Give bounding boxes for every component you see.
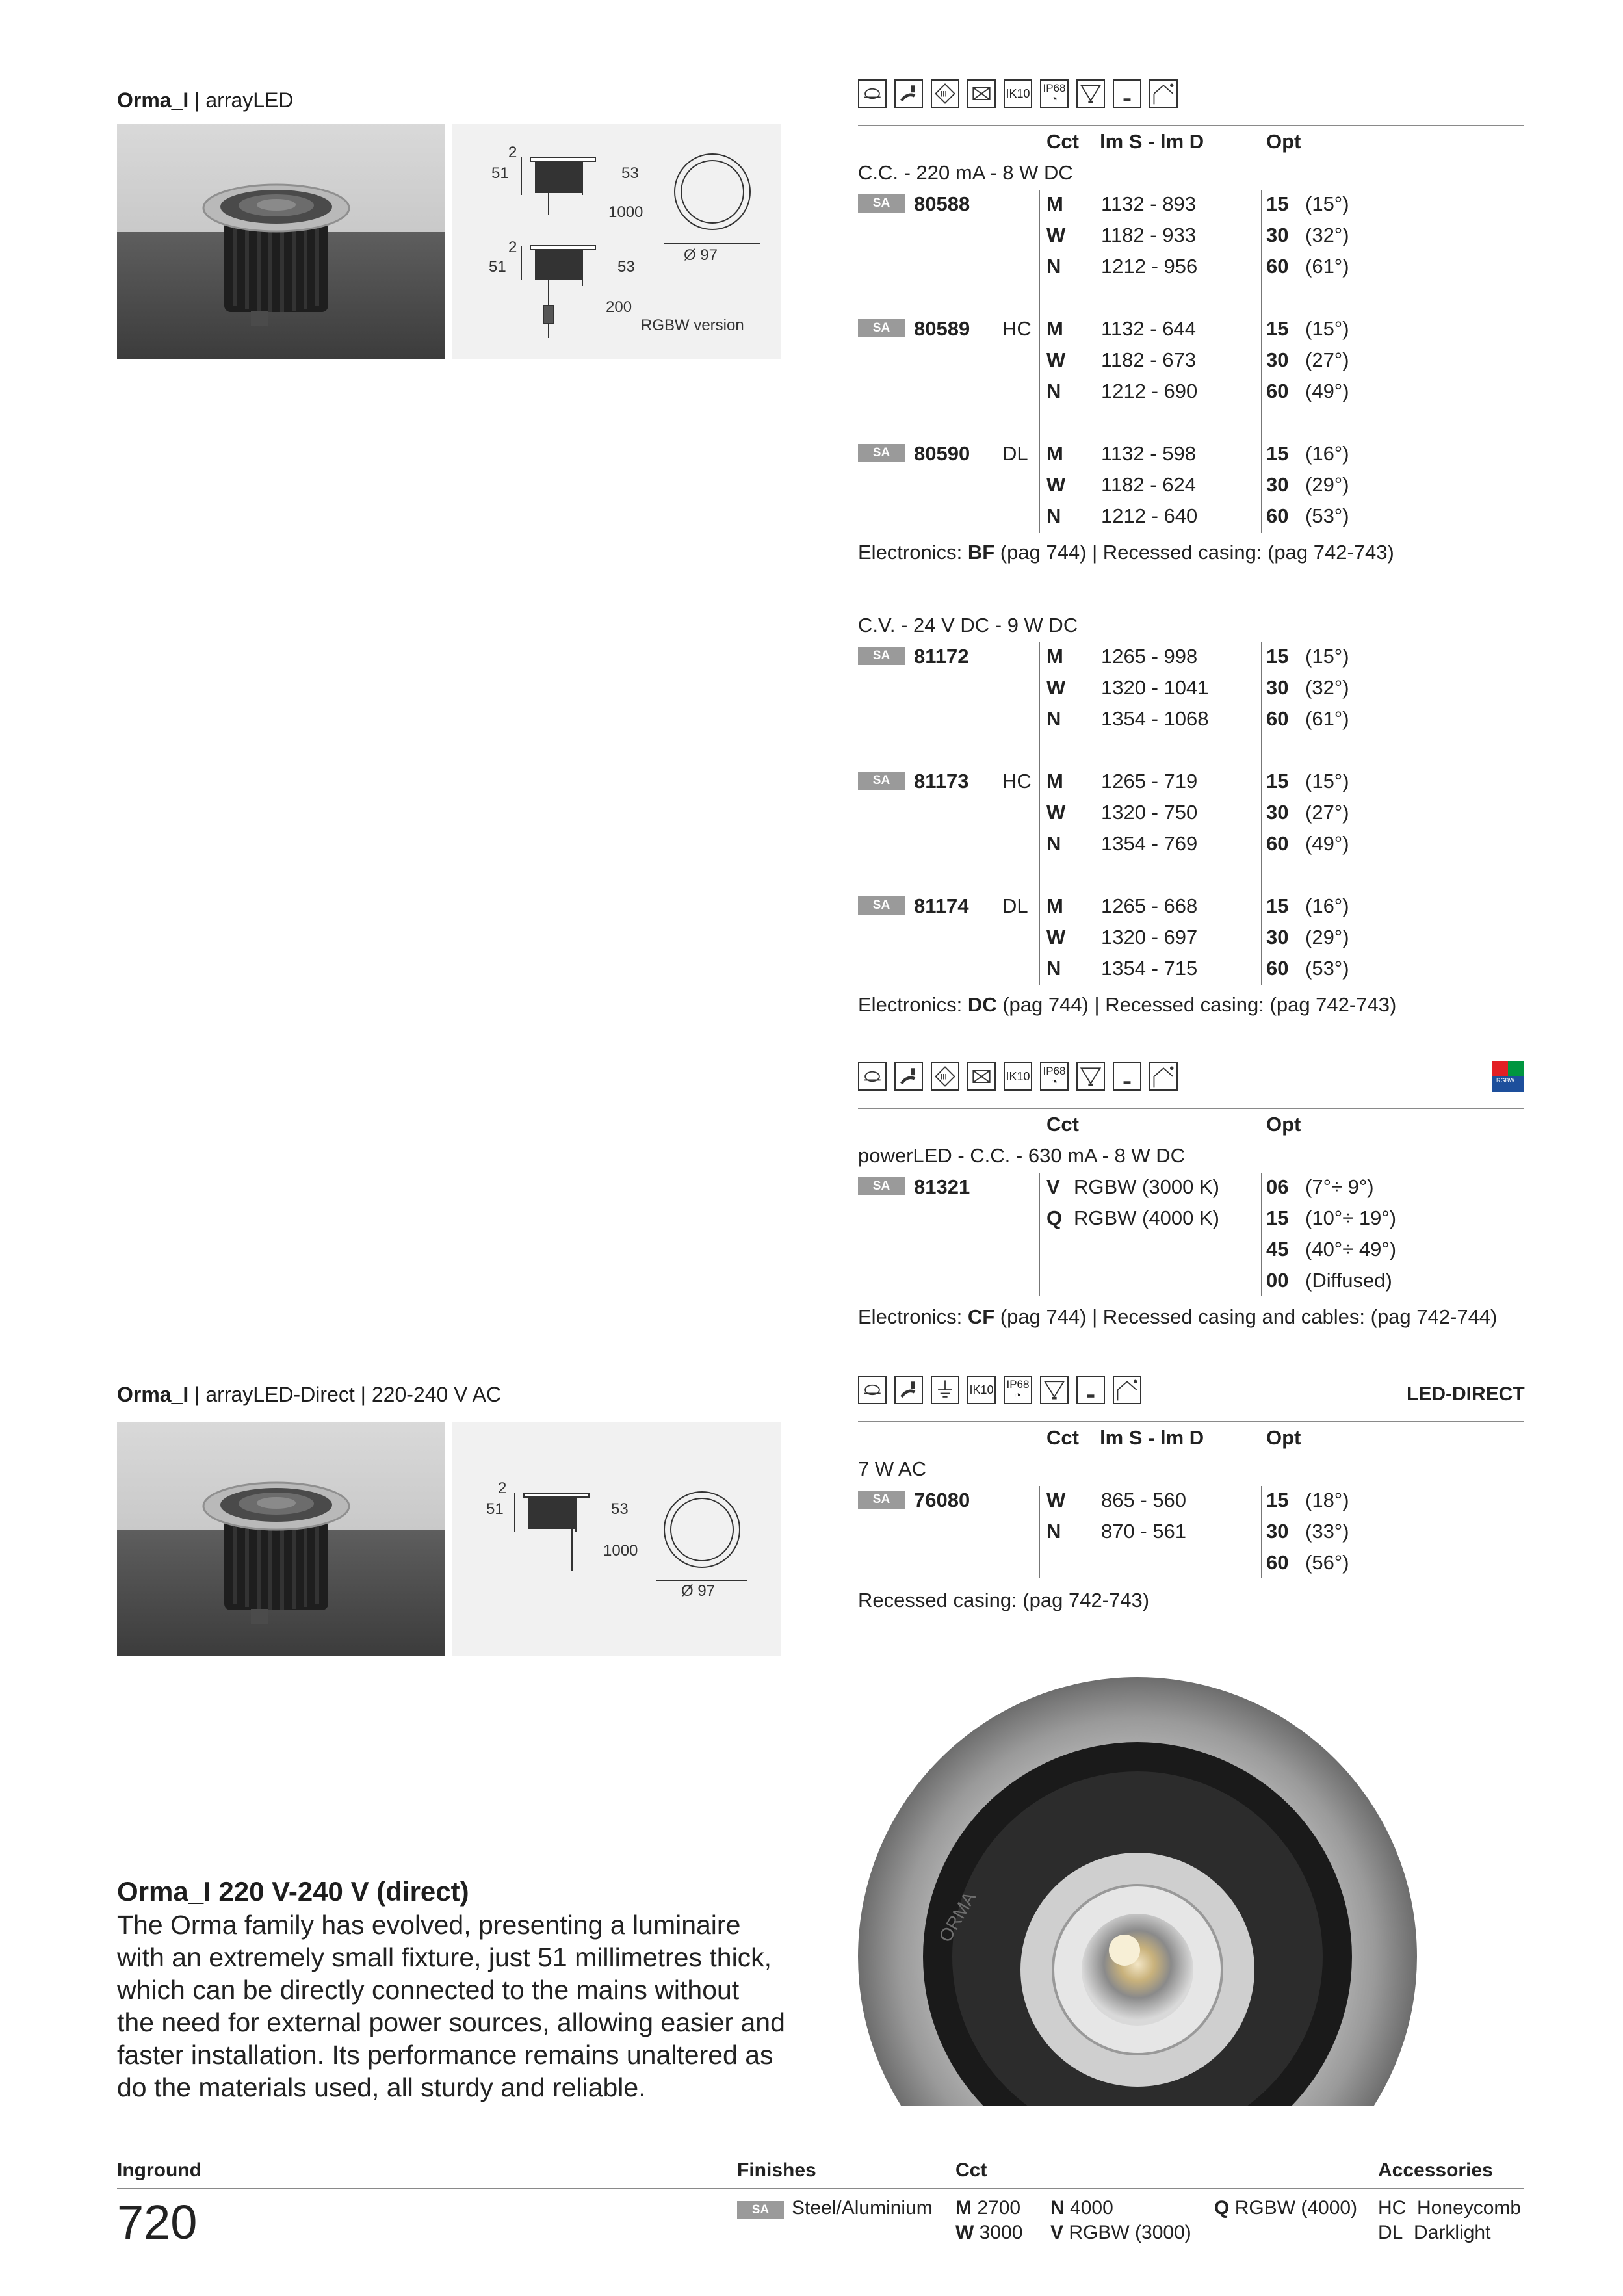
cct-letter: W	[1046, 926, 1066, 948]
beam-icon	[1040, 1376, 1069, 1404]
separator	[1039, 642, 1040, 985]
sa-badge: SA	[858, 772, 905, 790]
table2	[858, 1109, 1524, 1296]
icon-row-3	[858, 1373, 1141, 1407]
cct-letter: N	[1046, 504, 1061, 527]
dimension-drawing-2	[452, 1422, 781, 1656]
product-row	[858, 345, 1524, 376]
opt-degree: (29°)	[1305, 473, 1349, 496]
opt-degree: (33°)	[1305, 1520, 1349, 1543]
lm-value: 1354 - 769	[1101, 832, 1198, 855]
cct-letter: N	[1046, 255, 1061, 278]
recessed-casing-note: Recessed casing: (pag 742-743)	[858, 1589, 1150, 1611]
product-photo-1	[117, 124, 445, 359]
opt-degree: (49°)	[1305, 832, 1349, 855]
opt-degree: (Diffused)	[1305, 1269, 1392, 1292]
opt-value: 15	[1266, 1207, 1289, 1229]
product-row	[858, 1547, 1524, 1578]
opt-degree: (15°)	[1305, 770, 1349, 792]
lm-value: 1265 - 668	[1101, 894, 1198, 917]
group-label: C.V. - 24 V DC - 9 W DC	[858, 614, 1078, 636]
cct-letter: N	[1046, 380, 1061, 402]
hdr-opt: Opt	[1266, 1113, 1301, 1136]
page-number: 720	[117, 2195, 198, 2249]
spacer	[858, 407, 1524, 438]
earth-icon	[931, 1376, 959, 1404]
technical-drawing-1	[452, 124, 781, 359]
product-photo-2	[117, 1422, 445, 1656]
cct-letter: N	[1046, 832, 1061, 855]
opt-degree: (15°)	[1305, 317, 1349, 340]
product-row	[858, 891, 1524, 922]
opt-value: 30	[1266, 348, 1289, 371]
variant: DL	[1002, 442, 1028, 465]
product-row	[858, 672, 1524, 703]
product-row	[858, 766, 1524, 797]
opt-degree: (61°)	[1305, 707, 1349, 730]
sa-badge: SA	[858, 647, 905, 665]
opt-degree: (53°)	[1305, 504, 1349, 527]
opt-value: 30	[1266, 926, 1289, 948]
footer-cct-w: W 3000	[955, 2222, 1023, 2243]
product-row	[858, 797, 1524, 828]
opt-degree: (61°)	[1305, 255, 1349, 278]
sa-badge: SA	[858, 1491, 905, 1509]
opt-value: 60	[1266, 255, 1289, 278]
opt-degree: (7°÷ 9°)	[1305, 1175, 1374, 1198]
product-row	[858, 501, 1524, 532]
cct-text: RGBW (3000 K)	[1074, 1175, 1219, 1198]
electronics-note-2: Electronics: DC (pag 744) | Recessed casing: (pag 742-743)	[858, 993, 1397, 1016]
table1-header	[858, 126, 1524, 157]
opt-degree: (27°)	[1305, 801, 1349, 824]
description-title: Orma_I 220 V-240 V (direct)	[117, 1876, 469, 1907]
inground-icon	[1076, 1376, 1105, 1404]
fixture-illustration	[117, 1422, 445, 1656]
variant: HC	[1002, 770, 1032, 792]
lm-value: 1354 - 1068	[1101, 707, 1209, 730]
hdr-opt: Opt	[1266, 1426, 1301, 1449]
lm-value: 1320 - 697	[1101, 926, 1198, 948]
opt-value: 30	[1266, 473, 1289, 496]
cct-letter: M	[1046, 645, 1063, 668]
footer-category: Inground	[117, 2159, 201, 2181]
drop-glyph: ◔	[1014, 1389, 1022, 1402]
opt-value: 15	[1266, 442, 1289, 465]
cct-letter: W	[1046, 1489, 1066, 1511]
separator	[1039, 190, 1040, 533]
separator	[1261, 1173, 1262, 1296]
product-code: 81321	[914, 1175, 970, 1198]
product-code: 80590	[914, 442, 970, 465]
ip68-icon: IP68 ◔	[1004, 1376, 1032, 1404]
hdr-lm: lm S - lm D	[1100, 1426, 1204, 1449]
outdoor-icon	[1149, 1062, 1178, 1091]
d3-height-label: 51	[486, 1500, 504, 1518]
recessed-icon	[858, 79, 887, 108]
opt-value: 30	[1266, 1520, 1289, 1543]
spacer	[858, 735, 1524, 766]
table3	[858, 1422, 1524, 1578]
opt-value: 30	[1266, 224, 1289, 246]
d2-cable-label: 200	[606, 298, 632, 316]
electronics-note-3: Electronics: CF (pag 744) | Recessed casing and cables: (pag 742-744)	[858, 1305, 1498, 1328]
lm-value: 1182 - 673	[1101, 348, 1196, 371]
footer-finishes-label: Finishes	[737, 2159, 816, 2181]
opt-value: 45	[1266, 1238, 1289, 1260]
opt-degree: (32°)	[1305, 224, 1349, 246]
product-row	[858, 1485, 1524, 1516]
opt-value: 30	[1266, 676, 1289, 699]
opt-value: 60	[1266, 504, 1289, 527]
opt-value: 60	[1266, 1551, 1289, 1574]
recessed-icon	[858, 1062, 887, 1091]
description-body	[117, 1909, 819, 2104]
sa-badge: SA	[858, 1177, 905, 1195]
rgbw-badge-icon	[1492, 1061, 1524, 1092]
drop-glyph: ◔	[1050, 1076, 1058, 1088]
section2-title-rest: | arrayLED-Direct | 220-240 V AC	[188, 1383, 502, 1406]
walk-over-icon	[894, 1062, 923, 1091]
icon-row-1	[858, 77, 1178, 111]
ik10-icon: IK10	[1004, 79, 1032, 108]
opt-degree: (15°)	[1305, 192, 1349, 215]
product-row	[858, 922, 1524, 953]
lm-value: 1212 - 690	[1101, 380, 1198, 402]
lm-value: 1132 - 893	[1101, 192, 1196, 215]
technical-drawing-2	[452, 1422, 781, 1656]
product-code: 81173	[914, 770, 969, 792]
cct-letter: M	[1046, 442, 1063, 465]
opt-degree: (29°)	[1305, 926, 1349, 948]
lm-value: 1320 - 1041	[1101, 676, 1209, 699]
product-row	[858, 376, 1524, 407]
table1-group2	[858, 610, 1524, 984]
product-row	[858, 641, 1524, 672]
lm-value: 1212 - 640	[1101, 504, 1198, 527]
cct-letter: M	[1046, 192, 1063, 215]
opt-degree: (56°)	[1305, 1551, 1349, 1574]
recessed-icon	[858, 1376, 887, 1404]
opt-degree: (18°)	[1305, 1489, 1349, 1511]
opt-degree: (53°)	[1305, 957, 1349, 980]
footer-cct-q: Q RGBW (4000)	[1214, 2197, 1358, 2219]
opt-degree: (32°)	[1305, 676, 1349, 699]
ik10-icon: IK10	[967, 1376, 996, 1404]
lm-value: 1132 - 644	[1101, 317, 1196, 340]
d3-cable-label: 1000	[603, 1542, 638, 1559]
product-row	[858, 703, 1524, 735]
separator	[1261, 1486, 1262, 1578]
product-row	[858, 438, 1524, 469]
separator	[1261, 190, 1262, 533]
lm-value: 870 - 561	[1101, 1520, 1186, 1543]
class-iii-icon	[931, 79, 959, 108]
lm-value: 1212 - 956	[1101, 255, 1198, 278]
opt-degree: (16°)	[1305, 894, 1349, 917]
opt-value: 15	[1266, 192, 1289, 215]
product-row	[858, 313, 1524, 345]
lm-value: 1320 - 750	[1101, 801, 1198, 824]
product-closeup-photo	[845, 1664, 1430, 2106]
cct-letter: Q	[1046, 1207, 1063, 1229]
cct-letter: M	[1046, 894, 1063, 917]
svg-text:III: III	[940, 89, 947, 99]
hdr-cct: Cct	[1046, 130, 1079, 153]
spacer	[858, 282, 1524, 313]
lm-value: 1182 - 624	[1101, 473, 1196, 496]
rgbw-version-label: RGBW version	[641, 317, 744, 334]
opt-value: 15	[1266, 317, 1289, 340]
separator	[1261, 642, 1262, 985]
opt-degree: (49°)	[1305, 380, 1349, 402]
footer-finish-text: Steel/Aluminium	[792, 2197, 933, 2219]
opt-value: 60	[1266, 957, 1289, 980]
lm-value: 1182 - 933	[1101, 224, 1196, 246]
description-line: do the materials used, all sturdy and reliable.	[117, 2072, 646, 2102]
footer-cct-label: Cct	[955, 2159, 987, 2181]
ik10-icon: IK10	[1004, 1062, 1032, 1091]
footer-rule	[117, 2188, 1524, 2189]
product-code: 80588	[914, 192, 970, 215]
sa-badge: SA	[858, 896, 905, 915]
d2-depth-label: 53	[617, 258, 635, 276]
class-iii-icon	[931, 1062, 959, 1091]
walk-over-icon	[894, 79, 923, 108]
fixture-illustration	[117, 124, 445, 359]
product-code: 80589	[914, 317, 970, 340]
walk-over-icon	[894, 1376, 923, 1404]
outdoor-icon	[1113, 1376, 1141, 1404]
section1-title-rest: | arrayLED	[188, 88, 294, 112]
cct-letter: W	[1046, 801, 1066, 824]
cct-letter: N	[1046, 957, 1061, 980]
product-row	[858, 469, 1524, 501]
opt-value: 15	[1266, 645, 1289, 668]
product-row	[858, 953, 1524, 984]
closeup-illustration	[845, 1664, 1430, 2106]
lm-value: 1265 - 998	[1101, 645, 1198, 668]
inground-icon	[1113, 79, 1141, 108]
spacer	[858, 859, 1524, 891]
product-row	[858, 220, 1524, 251]
opt-degree: (10°÷ 19°)	[1305, 1207, 1397, 1229]
footer-cct-n: N 4000	[1050, 2197, 1113, 2219]
opt-degree: (15°)	[1305, 645, 1349, 668]
cct-letter: N	[1046, 1520, 1061, 1543]
opt-degree: (27°)	[1305, 348, 1349, 371]
footer-accessories-label: Accessories	[1378, 2159, 1493, 2181]
product-code: 76080	[914, 1489, 970, 1511]
d1-cable-label: 1000	[608, 203, 643, 221]
group-label: powerLED - C.C. - 630 mA - 8 W DC	[858, 1144, 1186, 1167]
cct-letter: W	[1046, 473, 1066, 496]
lm-value: 1265 - 719	[1101, 770, 1198, 792]
separator	[1039, 1173, 1040, 1296]
lm-value: 1354 - 715	[1101, 957, 1198, 980]
sa-badge: SA	[858, 194, 905, 213]
opt-value: 15	[1266, 894, 1289, 917]
dimension-drawing-1	[452, 124, 781, 359]
no-cover-icon	[967, 79, 996, 108]
product-row	[858, 189, 1524, 220]
cct-letter: W	[1046, 224, 1066, 246]
lm-value: 1132 - 598	[1101, 442, 1196, 465]
outdoor-icon	[1149, 79, 1178, 108]
electronics-note-1: Electronics: BF (pag 744) | Recessed casing: (pag 742-743)	[858, 541, 1394, 564]
table3-header	[858, 1422, 1524, 1454]
footer-acc-hc: HC Honeycomb	[1378, 2197, 1522, 2219]
d3-depth-label: 53	[611, 1500, 629, 1518]
icon-row-2	[858, 1060, 1178, 1093]
table2-header	[858, 1109, 1524, 1140]
opt-value: 06	[1266, 1175, 1289, 1198]
footer-cct-m: M 2700	[955, 2197, 1021, 2219]
d3-top-label: 2	[498, 1480, 507, 1497]
opt-value: 60	[1266, 380, 1289, 402]
opt-value: 15	[1266, 1489, 1289, 1511]
svg-text:III: III	[940, 1072, 947, 1082]
opt-degree: (16°)	[1305, 442, 1349, 465]
product-row	[858, 1516, 1524, 1547]
diameter-label-2: Ø 97	[681, 1582, 716, 1600]
section2-title	[117, 1383, 501, 1407]
footer-cct-v: V RGBW (3000)	[1050, 2222, 1191, 2243]
no-cover-icon	[967, 1062, 996, 1091]
variant: HC	[1002, 317, 1032, 340]
opt-value: 60	[1266, 832, 1289, 855]
d1-height-label: 51	[491, 164, 509, 182]
diameter-label-1: Ø 97	[684, 246, 718, 264]
product-row	[858, 251, 1524, 282]
d2-height-label: 51	[489, 258, 506, 276]
cct-letter: V	[1046, 1175, 1060, 1198]
opt-value: 15	[1266, 770, 1289, 792]
hdr-cct: Cct	[1046, 1113, 1079, 1136]
beam-icon	[1076, 1062, 1105, 1091]
footer-acc-dl: DL Darklight	[1378, 2222, 1491, 2243]
inground-icon	[1113, 1062, 1141, 1091]
opt-degree: (40°÷ 49°)	[1305, 1238, 1397, 1260]
product-code: 81172	[914, 645, 969, 668]
opt-value: 00	[1266, 1269, 1289, 1292]
footer-sa-badge: SA	[737, 2201, 784, 2219]
group-label: C.C. - 220 mA - 8 W DC	[858, 161, 1073, 184]
hdr-lm: lm S - lm D	[1100, 130, 1204, 153]
description-line: The Orma family has evolved, presenting a luminaire	[117, 1910, 741, 1940]
description-line: which can be directly connected to the mains without	[117, 1975, 740, 2005]
ip68-icon: IP68 ◔	[1040, 1062, 1069, 1091]
description-line: the need for external power sources, allowing easier and	[117, 2007, 785, 2037]
product-row	[858, 1234, 1524, 1265]
beam-icon	[1076, 79, 1105, 108]
cct-text: RGBW (4000 K)	[1074, 1207, 1219, 1229]
drop-glyph: ◔	[1050, 93, 1058, 105]
cct-letter: W	[1046, 676, 1066, 699]
d2-top-label: 2	[508, 239, 517, 256]
description-line: faster installation. Its performance remains unaltered as	[117, 2040, 773, 2070]
product-row	[858, 828, 1524, 859]
lm-value: 865 - 560	[1101, 1489, 1186, 1511]
section1-title	[117, 88, 294, 112]
section2-title-bold: Orma_I	[117, 1383, 189, 1406]
cct-letter: M	[1046, 317, 1063, 340]
cct-letter: W	[1046, 348, 1066, 371]
separator	[1039, 1486, 1040, 1578]
table1	[858, 126, 1524, 532]
closeup-brand-text: ORMA	[935, 1888, 980, 1946]
rgbw-badge-label: RGBW	[1496, 1077, 1514, 1084]
ip68-label: IP68	[1043, 82, 1066, 94]
variant: DL	[1002, 894, 1028, 917]
hdr-opt: Opt	[1266, 130, 1301, 153]
opt-value: 30	[1266, 801, 1289, 824]
product-row	[858, 1171, 1524, 1203]
sa-badge: SA	[858, 319, 905, 337]
description-line: with an extremely small fixture, just 51 millimetres thick,	[117, 1942, 772, 1972]
cct-letter: N	[1046, 707, 1061, 730]
cct-letter: M	[1046, 770, 1063, 792]
sa-badge: SA	[858, 444, 905, 462]
d1-top-label: 2	[508, 144, 517, 161]
product-row	[858, 1203, 1524, 1234]
product-row	[858, 1265, 1524, 1296]
led-direct-tag: LED-DIRECT	[1407, 1383, 1525, 1405]
product-code: 81174	[914, 894, 969, 917]
opt-value: 60	[1266, 707, 1289, 730]
section1-title-bold: Orma_I	[117, 88, 189, 112]
group-label: 7 W AC	[858, 1457, 927, 1480]
d1-depth-label: 53	[621, 164, 639, 182]
hdr-cct: Cct	[1046, 1426, 1079, 1449]
ip68-icon	[1040, 79, 1069, 108]
